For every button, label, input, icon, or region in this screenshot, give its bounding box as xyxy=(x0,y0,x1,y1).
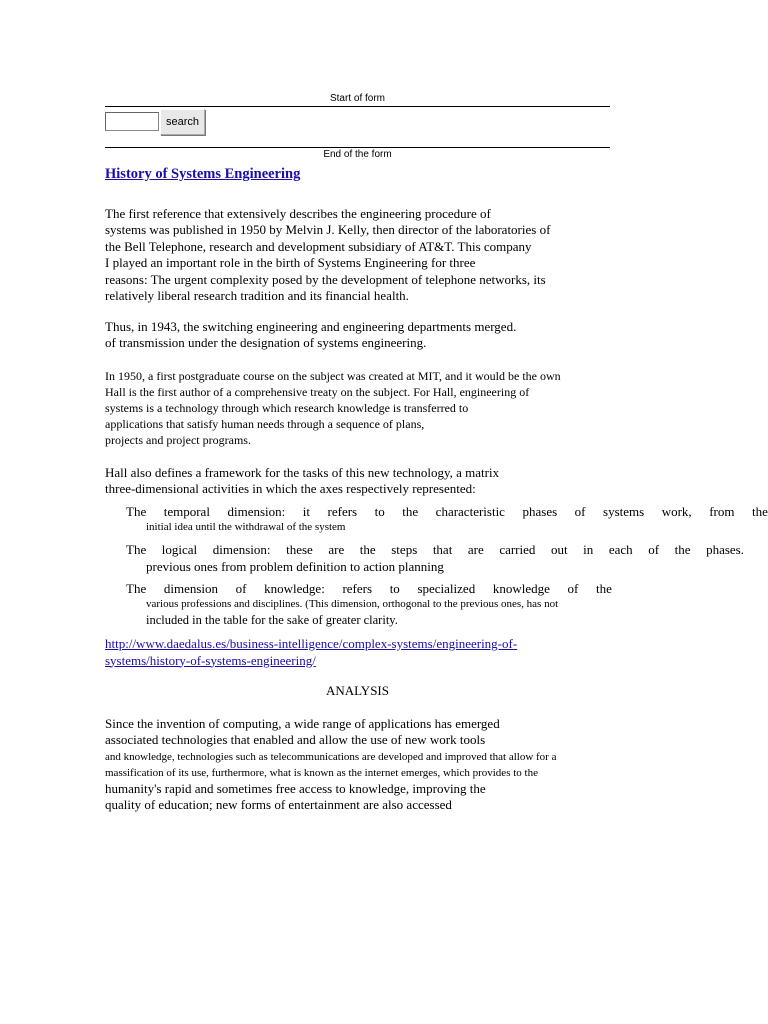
text-line: relatively liberal research tradition and its financial health. xyxy=(105,288,409,304)
dimension-first-line: The logical dimension: these are the steps that are carried out in each of the phases. xyxy=(126,542,744,557)
list-item-knowledge xyxy=(105,581,612,629)
text-line: Hall is the first author of a comprehensive treaty on the subject. For Hall, engineering of xyxy=(105,385,530,399)
paragraph-framework xyxy=(105,465,499,498)
dimension-continuation: various professions and disciplines. (This dimension, orthogonal to the previous ones, has not xyxy=(146,598,559,610)
paragraph-intro xyxy=(105,206,550,304)
text-line: applications that satisfy human needs through a sequence of plans, xyxy=(105,417,425,431)
dimension-continuation: initial idea until the withdrawal of the system xyxy=(146,521,346,533)
text-line: and knowledge, technologies such as telecommunications are developed and improved that allow for a xyxy=(105,750,557,763)
text-line: Thus, in 1943, the switching engineering and engineering departments merged. xyxy=(105,319,517,334)
text-line: associated technologies that enabled and allow the use of new work tools xyxy=(105,732,486,748)
text-line: reasons: The urgent complexity posed by the development of telephone networks, its xyxy=(105,271,546,287)
form-start-label: Start of form xyxy=(329,93,385,104)
paragraph-1943 xyxy=(105,319,516,352)
list-item-logical xyxy=(105,542,744,575)
list-item-temporal xyxy=(105,504,768,535)
text-line: massification of its use, furthermore, what is known as the internet emerges, which provides to the xyxy=(105,766,538,779)
search-input[interactable] xyxy=(105,112,159,131)
text-line: In 1950, a first postgraduate course on the subject was created at MIT, and it would be the own xyxy=(105,369,561,383)
text-line: systems is a technology through which research knowledge is transferred to xyxy=(105,401,469,415)
text-line: three-dimensional activities in which the axes respectively represented: xyxy=(105,481,476,497)
text-line: of transmission under the designation of systems engineering. xyxy=(105,335,427,351)
text-line: humanity's rapid and sometimes free access to knowledge, improving the xyxy=(105,780,486,796)
search-button[interactable]: search xyxy=(160,109,205,135)
url-line: http://www.daedalus.es/business-intelligence/complex-systems/engineering-of- xyxy=(105,636,518,651)
paragraph-analysis xyxy=(105,716,556,814)
url-line: systems/history-of-systems-engineering/ xyxy=(105,652,316,668)
text-line: The first reference that extensively describes the engineering procedure of xyxy=(105,206,491,221)
text-line: systems was published in 1950 by Melvin J. Kelly, then director of the laboratories of xyxy=(105,222,551,238)
dimension-first-line: The temporal dimension: it refers to the characteristic phases of systems work, from the xyxy=(126,504,768,519)
text-line: quality of education; new forms of entertainment are also accessed xyxy=(105,797,452,813)
dimension-continuation: previous ones from problem definition to action planning xyxy=(146,559,444,574)
paragraph-hall xyxy=(105,368,561,448)
source-url-link[interactable] xyxy=(105,636,517,669)
dimension-first-line: The dimension of knowledge: refers to specialized knowledge of the xyxy=(126,581,612,596)
text-line: I played an important role in the birth of Systems Engineering for three xyxy=(105,255,476,271)
text-line: the Bell Telephone, research and development subsidiary of AT&T. This company xyxy=(105,238,532,254)
analysis-heading: ANALYSIS xyxy=(326,683,389,698)
form-top-rule xyxy=(105,106,610,107)
form-bottom-rule xyxy=(105,147,610,148)
form-end-label: End of the form xyxy=(323,149,392,160)
text-line: Hall also defines a framework for the tasks of this new technology, a matrix xyxy=(105,465,500,480)
text-line: Since the invention of computing, a wide range of applications has emerged xyxy=(105,716,500,731)
article-title-link[interactable]: History of Systems Engineering xyxy=(105,166,301,182)
dimension-continuation: included in the table for the sake of greater clarity. xyxy=(146,613,398,627)
text-line: projects and project programs. xyxy=(105,433,251,447)
